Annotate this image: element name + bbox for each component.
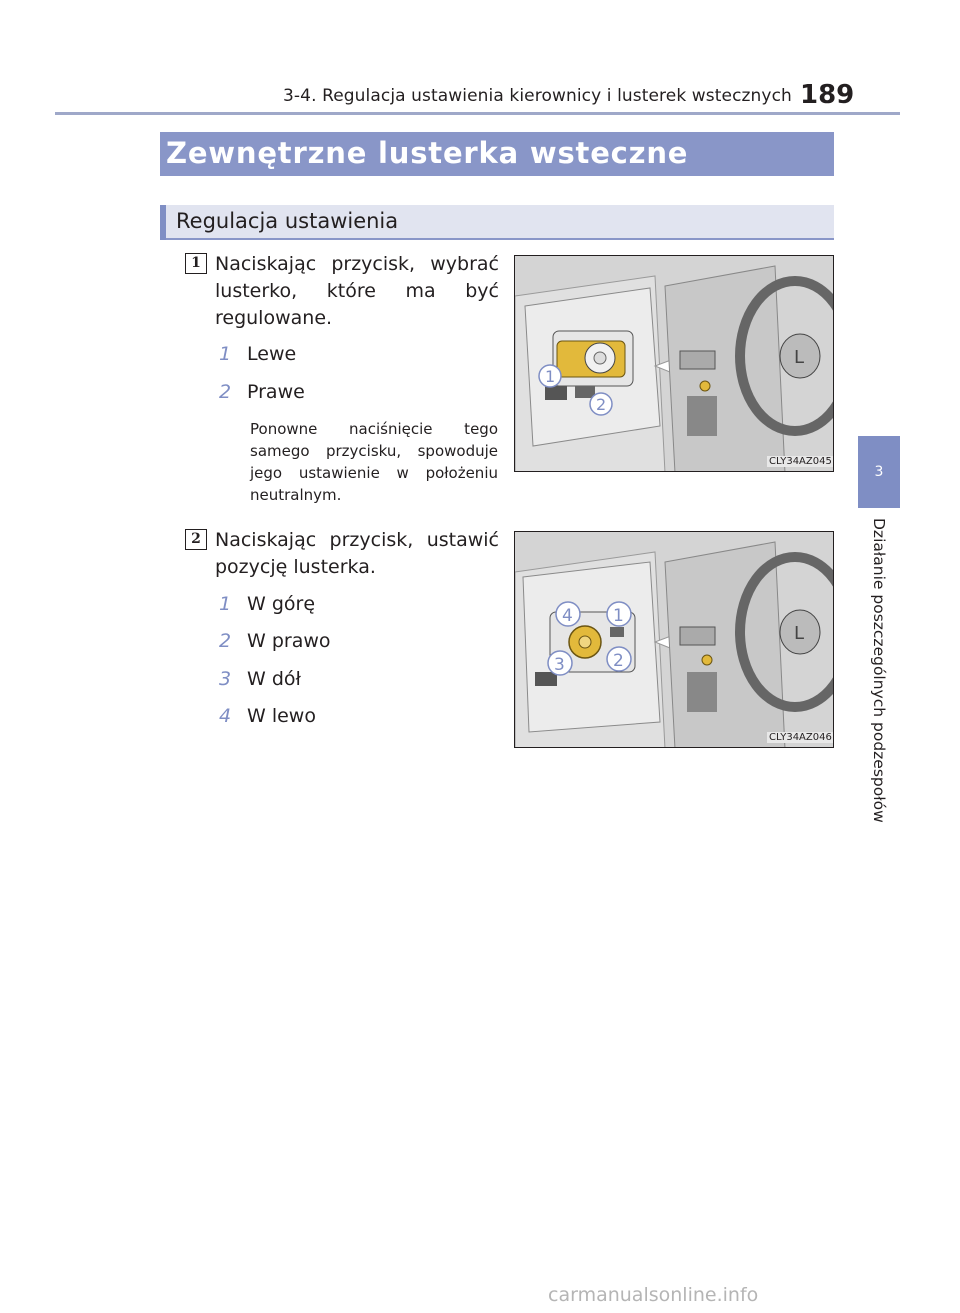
step-2-item-3-number: 3 bbox=[219, 668, 232, 690]
figure-2-callout-2: 2 bbox=[613, 651, 624, 671]
step-2-item-2-number: 2 bbox=[219, 630, 232, 652]
figure-mirror-adjust bbox=[514, 531, 834, 748]
step-2-text: Naciskając przycisk, ustawić pozycję lusterka. bbox=[215, 529, 499, 578]
mirror-select-illustration bbox=[515, 256, 834, 472]
figure-2-callout-4: 4 bbox=[562, 606, 573, 626]
step-2-item-3-label: W dół bbox=[247, 668, 301, 690]
step-2-item-4-number: 4 bbox=[219, 705, 232, 727]
subsection-bar-accent bbox=[160, 205, 166, 240]
subsection-title: Regulacja ustawienia bbox=[176, 209, 399, 233]
header-rule bbox=[55, 112, 900, 115]
step-1-item-2-label: Prawe bbox=[247, 381, 305, 403]
chapter-title: Działanie poszczególnych podzespołów bbox=[870, 518, 888, 823]
figure-1-callout-2: 2 bbox=[596, 395, 607, 414]
step-1-item-2-number: 2 bbox=[219, 381, 232, 403]
step-2-item-4-label: W lewo bbox=[247, 705, 316, 727]
figure-2-code: CLY34AZ046 bbox=[769, 732, 832, 743]
section-title: Zewnętrzne lusterka wsteczne bbox=[166, 136, 689, 170]
step-1-note: Ponowne naciśnięcie tego samego przycisku, spowoduje jego ustawienie w położeniu neutralnym. bbox=[250, 420, 498, 504]
svg-text:L: L bbox=[794, 623, 805, 644]
step-1-text: Naciskając przycisk, wybrać lusterko, które ma być regulowane. bbox=[215, 253, 499, 329]
step-2-item-1-number: 1 bbox=[219, 593, 232, 615]
step-2-marker: 2 bbox=[185, 529, 207, 550]
figure-2-callout-3: 3 bbox=[554, 655, 565, 675]
step-2-item-2-label: W prawo bbox=[247, 630, 331, 652]
figure-1-callout-1: 1 bbox=[545, 367, 556, 386]
mirror-adjust-illustration bbox=[515, 532, 834, 748]
chapter-tab bbox=[858, 436, 900, 508]
running-header: 3-4. Regulacja ustawienia kierownicy i lusterek wstecznych bbox=[283, 86, 792, 106]
page-number: 189 bbox=[800, 80, 855, 110]
step-1-marker: 1 bbox=[185, 253, 207, 274]
figure-1-code: CLY34AZ045 bbox=[769, 456, 832, 467]
figure-mirror-select bbox=[514, 255, 834, 472]
chapter-number: 3 bbox=[874, 464, 884, 480]
figure-2-callout-1: 1 bbox=[613, 606, 624, 626]
step-2-item-1-label: W górę bbox=[247, 593, 316, 615]
svg-text:L: L bbox=[794, 347, 805, 368]
step-1-item-1-label: Lewe bbox=[247, 343, 297, 365]
step-1-item-1-number: 1 bbox=[219, 343, 232, 365]
watermark: carmanualsonline.info bbox=[548, 1284, 759, 1306]
